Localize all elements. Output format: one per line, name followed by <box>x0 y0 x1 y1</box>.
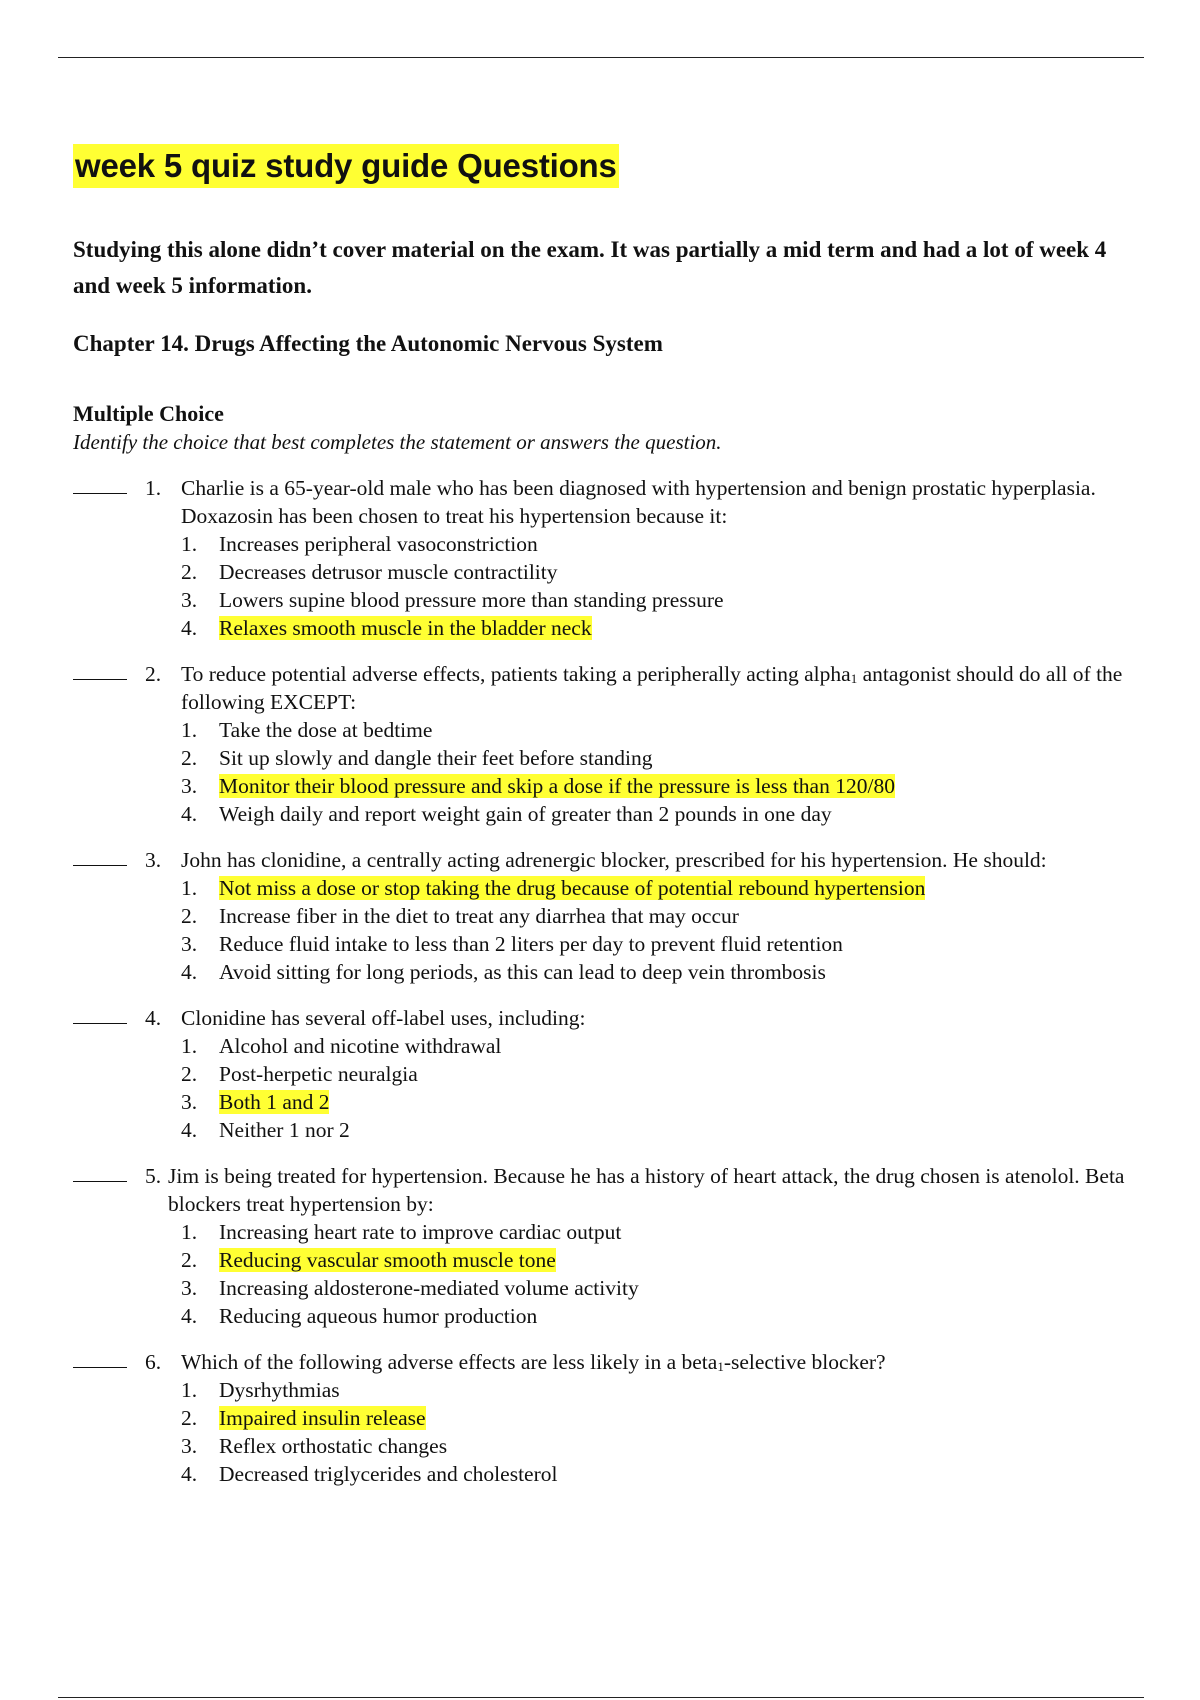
choice-1 <box>181 1218 1153 1246</box>
choice-text-highlighted: Relaxes smooth muscle in the bladder neck <box>219 616 592 640</box>
chapter-heading: Chapter 14. Drugs Affecting the Autonomic Nervous System <box>73 331 663 356</box>
choice-number: 3. <box>181 932 198 956</box>
choice-number: 4. <box>181 1118 198 1142</box>
question-1 <box>73 474 1153 642</box>
choice-text: Reduce fluid intake to less than 2 liters per day to prevent fluid retention <box>219 932 843 956</box>
top-rule <box>58 57 1144 58</box>
choice-3 <box>181 772 1153 800</box>
question-number: 6. <box>145 1350 162 1374</box>
choice-2 <box>181 558 1153 586</box>
question-text-part: -selective blocker? <box>723 1350 886 1374</box>
choice-text: Post-herpetic neuralgia <box>219 1062 418 1086</box>
choice-text: Reflex orthostatic changes <box>219 1434 448 1458</box>
choice-number: 4. <box>181 960 198 984</box>
choice-text: Avoid sitting for long periods, as this can lead to deep vein thrombosis <box>219 960 826 984</box>
choice-text-highlighted: Both 1 and 2 <box>219 1090 330 1114</box>
choice-text-highlighted: Not miss a dose or stop taking the drug because of potential rebound hypertension <box>219 876 926 900</box>
choice-list <box>181 1218 1153 1330</box>
choice-text-highlighted: Monitor their blood pressure and skip a dose if the pressure is less than 120/80 <box>219 774 895 798</box>
choice-number: 2. <box>181 1406 198 1430</box>
question-text-part: antagonist should do all of the following EXCEPT: <box>181 662 1123 714</box>
bottom-rule <box>58 1697 1144 1698</box>
question-number: 5. <box>145 1164 162 1188</box>
question-text <box>181 660 1153 716</box>
choice-number: 1. <box>181 532 198 556</box>
question-3 <box>73 846 1153 986</box>
choice-2 <box>181 1060 1153 1088</box>
choice-1 <box>181 874 1153 902</box>
choice-3 <box>181 1088 1153 1116</box>
choice-text: Increases peripheral vasoconstriction <box>219 532 538 556</box>
choice-number: 3. <box>181 774 198 798</box>
answer-blank <box>73 865 127 866</box>
choice-number: 3. <box>181 588 198 612</box>
choice-4 <box>181 1116 1153 1144</box>
choice-number: 1. <box>181 1220 198 1244</box>
choice-list <box>181 530 1153 642</box>
choice-text: Increasing heart rate to improve cardiac output <box>219 1220 622 1244</box>
choice-text-highlighted: Reducing vascular smooth muscle tone <box>219 1248 556 1272</box>
choice-text: Sit up slowly and dangle their feet before standing <box>219 746 653 770</box>
choice-3 <box>181 930 1153 958</box>
choice-text: Decreased triglycerides and cholesterol <box>219 1462 558 1486</box>
choice-text: Neither 1 nor 2 <box>219 1118 350 1142</box>
choice-number: 4. <box>181 802 198 826</box>
study-note: Studying this alone didn’t cover material on the exam. It was partially a mid term and had a lot of week 4 and week 5 information. <box>73 237 1107 298</box>
question-text-part: Which of the following adverse effects are less likely in a beta <box>181 1350 718 1374</box>
document-page <box>73 144 1153 1506</box>
question-text-part: To reduce potential adverse effects, patients taking a peripherally acting alpha <box>181 662 851 686</box>
choice-1 <box>181 716 1153 744</box>
choice-text: Increasing aldosterone-mediated volume activity <box>219 1276 639 1300</box>
choice-text: Increase fiber in the diet to treat any diarrhea that may occur <box>219 904 739 928</box>
instructions: Identify the choice that best completes the statement or answers the question. <box>73 430 722 454</box>
answer-blank <box>73 493 127 494</box>
choice-text: Take the dose at bedtime <box>219 718 433 742</box>
choice-number: 1. <box>181 718 198 742</box>
question-text: John has clonidine, a centrally acting adrenergic blocker, prescribed for his hypertension. He should: <box>181 848 1047 872</box>
subscript: 1 <box>850 671 858 686</box>
choice-number: 2. <box>181 1248 198 1272</box>
choice-number: 2. <box>181 1062 198 1086</box>
question-4 <box>73 1004 1153 1144</box>
choice-4 <box>181 614 1153 642</box>
choice-number: 1. <box>181 876 198 900</box>
choice-4 <box>181 800 1153 828</box>
choice-list <box>181 874 1153 986</box>
choice-text-highlighted: Impaired insulin release <box>219 1406 426 1430</box>
question-text: Jim is being treated for hypertension. Because he has a history of heart attack, the drug chosen is atenolol. Beta blockers treat hypertension by: <box>168 1164 1125 1216</box>
choice-4 <box>181 958 1153 986</box>
choice-3 <box>181 1274 1153 1302</box>
question-6 <box>73 1348 1153 1488</box>
choice-number: 4. <box>181 1304 198 1328</box>
choice-2 <box>181 1404 1153 1432</box>
choice-number: 3. <box>181 1090 198 1114</box>
document-title: week 5 quiz study guide Questions <box>73 144 619 188</box>
choice-number: 2. <box>181 746 198 770</box>
question-number: 4. <box>145 1006 162 1030</box>
question-number: 1. <box>145 476 162 500</box>
choice-2 <box>181 1246 1153 1274</box>
choice-number: 1. <box>181 1378 198 1402</box>
choice-1 <box>181 1032 1153 1060</box>
choice-3 <box>181 586 1153 614</box>
choice-text: Dysrhythmias <box>219 1378 340 1402</box>
choice-list <box>181 1032 1153 1144</box>
choice-1 <box>181 1376 1153 1404</box>
answer-blank <box>73 1023 127 1024</box>
choice-4 <box>181 1302 1153 1330</box>
choice-text: Lowers supine blood pressure more than standing pressure <box>219 588 724 612</box>
choice-number: 2. <box>181 904 198 928</box>
choice-number: 4. <box>181 1462 198 1486</box>
choice-list <box>181 716 1153 828</box>
choice-2 <box>181 902 1153 930</box>
choice-2 <box>181 744 1153 772</box>
answer-blank <box>73 1367 127 1368</box>
question-5 <box>73 1162 1153 1330</box>
question-number: 2. <box>145 662 162 686</box>
choice-text: Reducing aqueous humor production <box>219 1304 538 1328</box>
section-heading: Multiple Choice <box>73 401 224 426</box>
choice-number: 2. <box>181 560 198 584</box>
choice-text: Decreases detrusor muscle contractility <box>219 560 558 584</box>
choice-1 <box>181 530 1153 558</box>
choice-text: Weigh daily and report weight gain of greater than 2 pounds in one day <box>219 802 832 826</box>
question-text: Clonidine has several off-label uses, including: <box>181 1006 586 1030</box>
answer-blank <box>73 679 127 680</box>
answer-blank <box>73 1181 127 1182</box>
question-text: Charlie is a 65-year-old male who has been diagnosed with hypertension and benign prostatic hyperplasia. Doxazosin has been chosen to treat his hypertension because it: <box>181 476 1096 528</box>
question-2 <box>73 660 1153 828</box>
question-text <box>181 1348 1153 1376</box>
subscript: 1 <box>717 1359 724 1374</box>
choice-number: 4. <box>181 616 198 640</box>
choice-list <box>181 1376 1153 1488</box>
choice-4 <box>181 1460 1153 1488</box>
question-list <box>73 474 1153 1488</box>
choice-text: Alcohol and nicotine withdrawal <box>219 1034 502 1058</box>
choice-number: 3. <box>181 1276 198 1300</box>
question-number: 3. <box>145 848 162 872</box>
choice-3 <box>181 1432 1153 1460</box>
choice-number: 1. <box>181 1034 198 1058</box>
choice-number: 3. <box>181 1434 198 1458</box>
